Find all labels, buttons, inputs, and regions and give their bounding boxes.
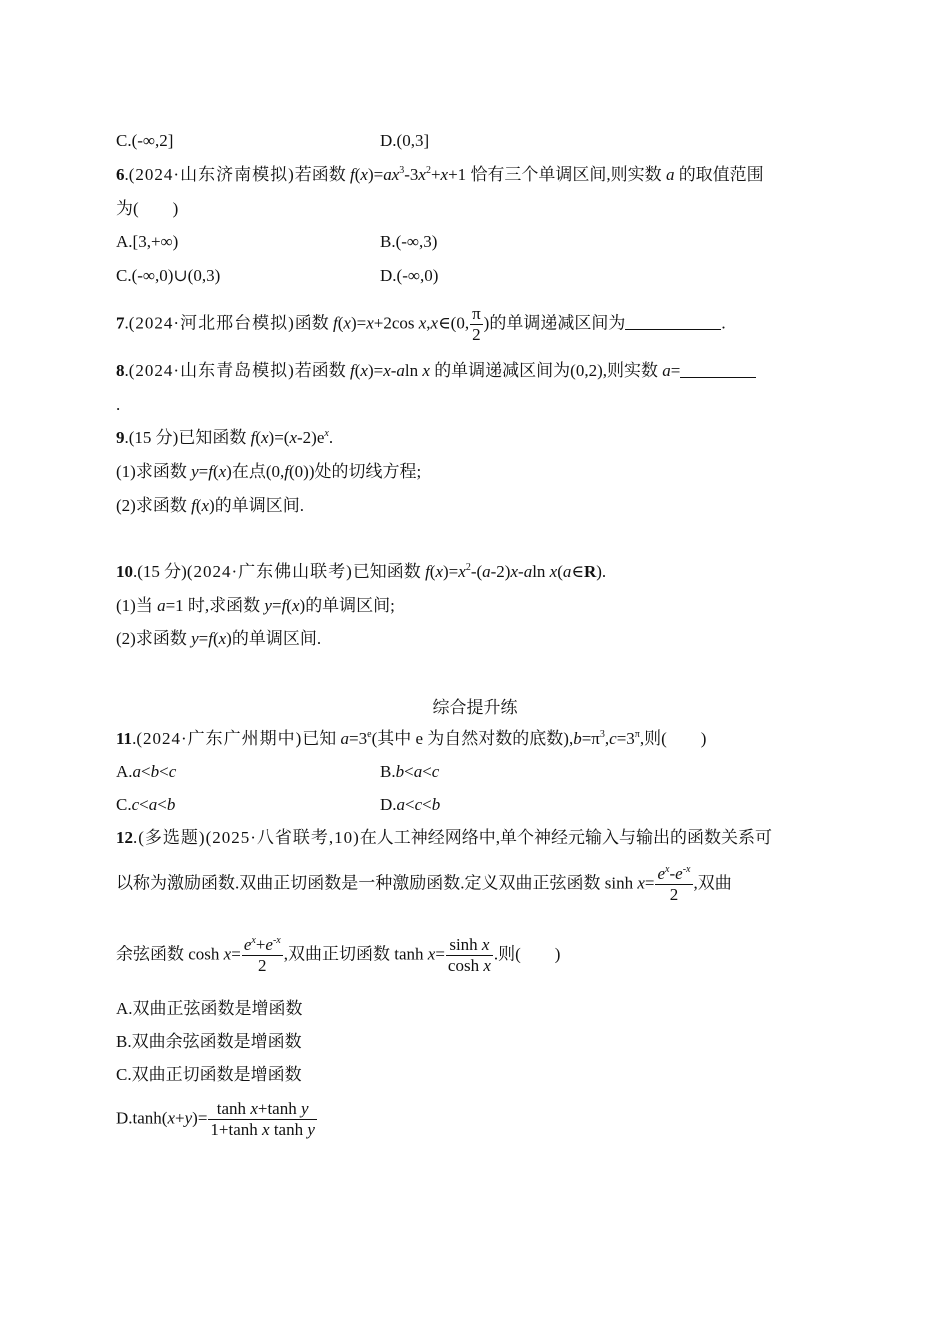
q11-number: 11 [116, 729, 133, 748]
q6-option-row-2 [116, 265, 439, 287]
q7-answer-blank[interactable] [625, 313, 721, 330]
q11-option-row-2 [116, 794, 441, 816]
q12-tanh-den: cosh x [447, 956, 491, 975]
q12-tanh-fraction [446, 935, 493, 976]
q11-option-c: C.c<a<b [116, 795, 176, 814]
q12-sinh-fraction [655, 864, 692, 905]
q12-text-line2-end: ,双曲 [693, 873, 732, 893]
q6-option-a: A.[3,+∞) [116, 232, 179, 251]
q10-part1: (1)当 a=1 时,求函数 y=f(x)的单调区间; [116, 596, 395, 615]
q7-text-a: 函数 [294, 313, 333, 333]
q5-option-c: C.(-∞,2] [116, 131, 174, 150]
q11-option-a-label: A. [116, 762, 133, 781]
q12-option-a-text: A.双曲正弦函数是增函数 [116, 999, 303, 1018]
q8-source: (2024·山东青岛模拟) [128, 361, 295, 380]
q12-option-d-text: D.tanh( [116, 1108, 168, 1128]
q7-stem: 7.(2024·河北邢台模拟)函数 f(x)=x+2cos x,x∈(0, $\frac{\pi}{2}$ )的单调递减区间为 . [116, 304, 726, 344]
q12-text-line2: 以称为激励函数.双曲正切函数是一种激励函数.定义双曲正弦函数 sinh [116, 873, 638, 893]
q12-sinh-num: $e^x-e^{-x}$ [657, 864, 691, 883]
q10-number: 10 [116, 562, 133, 581]
section-title: 综合提升练 [432, 698, 518, 718]
q11-option-b: B.b<a<c [380, 762, 440, 781]
q7-source: (2024·河北邢台模拟) [128, 313, 295, 333]
q12-text-line3-b: ,双曲正切函数 tanh [283, 944, 428, 964]
q11-option-c-label: C. [116, 795, 132, 814]
q10-part1-text-a: (1)当 [116, 596, 158, 615]
q11-option-a: A.a<b<c [116, 762, 177, 781]
q10-part1-text-b: =1 时,求函数 [165, 596, 265, 615]
q12-option-b-text: B.双曲余弦函数是增函数 [116, 1032, 302, 1051]
q8-stem: 8.(2024·山东青岛模拟)若函数 f(x)=x-aln x 的单调递减区间为(0,2),则实数 a= [116, 360, 756, 382]
q6-text-d: 为( ) [116, 199, 179, 218]
q10-text: 已知函数 [352, 562, 426, 581]
q10-score: (15 分) [137, 562, 187, 581]
q6-option-c: C.(-∞,0)∪(0,3) [116, 266, 221, 285]
q11-option-b-label: B. [380, 762, 396, 781]
q8-answer-blank[interactable] [680, 361, 756, 378]
q12-sinh-den: 2 [669, 885, 679, 904]
q8-period: . [116, 395, 121, 414]
q6-option-row-1 [116, 231, 438, 253]
q6-source: (2024·山东济南模拟) [128, 165, 295, 184]
q12-option-a [116, 998, 303, 1020]
q6-number: 6 [116, 165, 125, 184]
q12-number: 12 [116, 828, 133, 847]
q12-cosh-num: $e^x+e^{-x}$ [243, 935, 281, 954]
q12-option-c-text: C.双曲正切函数是增函数 [116, 1065, 302, 1084]
q12-option-b [116, 1031, 302, 1053]
q6-text-c: 的取值范围 [674, 165, 764, 184]
q10-part2-text-a: (2)求函数 [116, 629, 192, 648]
q6-option-d: D.(-∞,0) [380, 266, 439, 285]
q6-text-b: 恰有三个单调区间,则实数 [466, 165, 666, 184]
q12-option-d: D.tanh(x+y)= $\frac{\text{tanh x+tanh y}}{\text{1+tanh x tanh y}}$ [116, 1099, 315, 1139]
q9-part1-text-b: 在点(0, [231, 462, 285, 481]
q11-source: (2024·广东广州期中) [136, 729, 303, 748]
q9-part1: (1)求函数 y=f(x)在点(0,f(0))处的切线方程; [116, 462, 422, 481]
q11-text-a: 已知 [302, 729, 341, 748]
q9-text: 已知函数 [178, 428, 251, 447]
q12-option-d-num: tanh x+tanh y [208, 1099, 316, 1120]
q11-option-row-1 [116, 761, 440, 783]
q7-fraction [470, 304, 483, 345]
q12-text-line1: 在人工神经网络中,单个神经元输入与输出的函数关系可 [359, 828, 773, 847]
q12-option-d-den: 1+tanh x tanh y [210, 1120, 315, 1139]
q9-part2: (2)求函数 f(x)的单调区间. [116, 496, 304, 515]
q12-text-line3: 余弦函数 cosh [116, 944, 224, 964]
q12-tanh-num: sinh x [446, 935, 493, 956]
q10-source: (2024·广东佛山联考) [186, 562, 353, 581]
q9-part2-text-a: (2)求函数 [116, 496, 192, 515]
q12-text-line3-end: .则( ) [493, 944, 561, 964]
q8-text-b: 的单调递减区间为(0,2),则实数 [429, 361, 663, 380]
q12-stem-line2: 以称为激励函数.双曲正切函数是一种激励函数.定义双曲正弦函数 sinh x= $\frac{e^x-e^{-x}}{2}$ ,双曲 [116, 864, 732, 904]
q11-text-b: (其中 e 为自然对数的底数), [371, 729, 574, 748]
q8-number: 8 [116, 361, 125, 380]
q10-part2: (2)求函数 y=f(x)的单调区间. [116, 629, 322, 648]
q9-score: (15 分) [128, 428, 179, 447]
q11-option-d-label: D. [380, 795, 397, 814]
q12-cosh-fraction [242, 935, 283, 976]
q5-option-row [116, 130, 430, 152]
q7-frac-den: 2 [472, 325, 481, 344]
q12-cosh-den: 2 [258, 956, 267, 975]
q9-part1-text-a: (1)求函数 [116, 462, 192, 481]
q12-stem-line3: 余弦函数 cosh x= $\frac{e^x+e^{-x}}{2}$ ,双曲正切函数 tanh x= $\frac{\text{sinh x}}{\text{cosh x}}$ .则( ) [116, 935, 561, 975]
q12-stem-line1 [116, 827, 772, 849]
q10-part1-text-c: 的单调区间; [305, 596, 395, 615]
q12-tag: .(多选题) [133, 828, 206, 847]
q9-stem: 9.(15 分)已知函数 $f(x)=(x-2)e^x$. [116, 428, 334, 447]
q12-option-d-fraction [208, 1099, 316, 1140]
q9-part1-text-c: (0))处的切线方程; [289, 462, 422, 481]
q6-stem: 6.(2024·山东济南模拟)若函数 $f(x)=ax^3-3x^2+x+1$ 恰有三个单调区间,则实数 a 的取值范围 [116, 165, 764, 184]
q5-option-d: D.(0,3] [380, 131, 430, 150]
q7-frac-num: π [472, 304, 481, 323]
q10-part2-text-b: 的单调区间. [231, 629, 322, 648]
q6-option-b: B.(-∞,3) [380, 232, 438, 251]
q11-option-d: D.a<c<b [380, 795, 441, 814]
q12-source: (2025·八省联考,10) [205, 828, 360, 847]
q11-text-c: ,则( ) [639, 729, 707, 748]
q7-number: 7 [116, 313, 125, 333]
q11-stem: 11.(2024·广东广州期中)已知 $a=3^e$(其中 e 为自然对数的底数)$,b=\pi^3,c=3^\pi$,则( ) [116, 729, 707, 748]
q7-text-b: 的单调递减区间为 [489, 313, 626, 333]
q9-number: 9 [116, 428, 125, 447]
q6-stem-cont [116, 198, 178, 220]
q8-text-a: 若函数 [294, 361, 350, 380]
q9-part2-text-b: 的单调区间. [214, 496, 304, 515]
q12-option-c [116, 1064, 302, 1086]
q6-text-a: 若函数 [294, 165, 350, 184]
q10-stem: 10.(15 分)(2024·广东佛山联考)已知函数 $f(x)=x^2-(a-2)x$-aln x(a∈R). [116, 562, 607, 581]
